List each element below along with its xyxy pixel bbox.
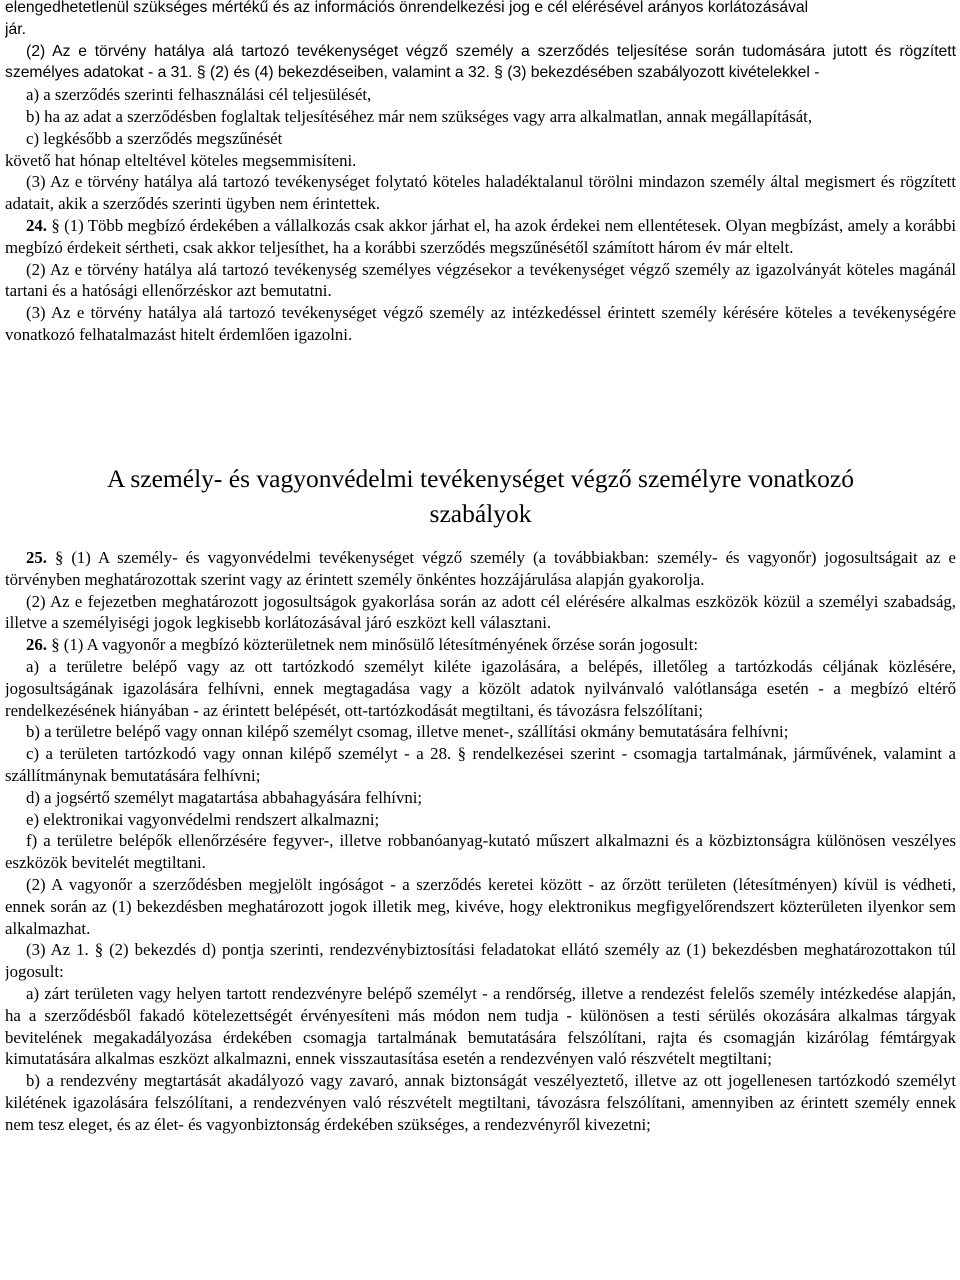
list-item: f) a területre belépők ellenőrzésére fegyver-, illetve robbanóanyag-kutató műszert alkalmazni és a közbiztonságra különösen veszélyes eszközök bevitelét megtiltani. — [5, 831, 956, 873]
list-item: a) a szerződés szerinti felhasználási cél teljesülését, — [26, 85, 372, 105]
chapter-heading — [5, 461, 956, 531]
paragraph-closing: követő hat hónap elteltével köteles megsemmisíteni. — [5, 150, 357, 170]
section-number: 26. — [26, 635, 47, 655]
chapter-heading-line-2: szabályok — [429, 499, 532, 528]
list-item: e) elektronikai vagyonvédelmi rendszert alkalmazni; — [26, 809, 380, 829]
document-top-block — [5, 0, 956, 346]
list-item: a) zárt területen vagy helyen tartott rendezvényre belépő személyt - a rendőrség, illetve a rendezést felelős személy intézkedése alapján, ha a szerződésből fakadó kötelezettségét érvényesíteni más módon nem tudja - különösen a testi sérülés okozására alkalmas tárgyak bevitelének megakadályozása érdekében csomagja tartalmának bemutatására felszólítani, rajta és csomagján kizárólag fémtárgyak kimutatására alkalmas eszközt alkalmazni, ennek visszautasítása esetén a rendezvényen való részvételt megtiltani; — [5, 983, 956, 1069]
section-number: 25. — [26, 548, 47, 567]
list-item: b) ha az adat a szerződésben foglaltak teljesítéséhez már nem szükséges vagy arra alkalmatlan, annak megállapítását, — [26, 106, 813, 126]
section-26-1 — [5, 634, 956, 656]
section-24-3: (3) Az e törvény hatálya alá tartozó tevékenységet végző személy az intézkedéssel érintett személy kérésére köteles a tevékenységére vonatkozó felhatalmazást hitelt érdemlően igazolni. — [5, 303, 956, 344]
list-item: b) a területre belépő vagy onnan kilépő személyt csomag, illetve menet-, szállítási okmány bemutatására felhívni; — [26, 722, 789, 742]
fragment-line-1: elengedhetetlenül szükséges mértékű és az információs önrendelkezési jog e cél elérésével arányos korlátozásával — [5, 0, 809, 16]
fragment-line-2: jár. — [5, 20, 26, 38]
section-25-1 — [5, 547, 956, 591]
section-text: § (1) A vagyonőr a megbízó közterületnek nem minősülő létesítményének őrzése során jogosult: — [51, 635, 699, 655]
section-24-1 — [5, 215, 956, 259]
document-lower-block — [5, 547, 956, 1136]
section-26-2: (2) A vagyonőr a szerződésben megjelölt ingóságot - a szerződés keretei között - az őrzött területen (létesítményen) kívül is védheti, ennek során az (1) bekezdésben meghatározott jogok illetik meg, kivéve, hogy elektronikus megfigyelőrendszert közterületen ilyenkor sem alkalmazhat. — [5, 874, 956, 938]
list-item: d) a jogsértő személyt magatartása abbahagyására felhívni; — [26, 787, 423, 807]
section-number: 24. — [26, 215, 47, 235]
chapter-heading-line-1: A személy- és vagyonvédelmi tevékenységet végző személyre vonatkozó — [106, 464, 855, 493]
section-25-2: (2) Az e fejezetben meghatározott jogosultságok gyakorlása során az adott cél elérésére alkalmas eszközök közül a személyi szabadság, illetve a személyiségi jogok legkisebb korlátozásával járó eszközt kell választani. — [5, 591, 956, 633]
document-page — [5, 0, 956, 1280]
paragraph-23-3: (3) Az e törvény hatálya alá tartozó tevékenységet folytató köteles haladéktalanul törölni mindazon személy által megismert és rögzített adatait, akik a szerződés szerinti ügyben nem érintettek. — [5, 172, 956, 214]
list-item: c) a területen tartózkodó vagy onnan kilépő személyt - a 28. § rendelkezései szerint - csomagja tartalmának, járművének, valamint a szállítmánynak bemutatására felhívni; — [5, 744, 956, 785]
section-26-3: (3) Az 1. § (2) bekezdés d) pontja szerinti, rendezvénybiztosítási feladatokat ellátó személy az (1) bekezdésben meghatározottakon túl jogosult: — [5, 940, 956, 982]
list-item: b) a rendezvény megtartását akadályozó vagy zavaró, annak biztonságát veszélyeztető, illetve az ott jogellenesen tartózkodó személyt kilétének igazolására felszólítani, a rendezvényen való részvételt megtiltani, távozásra felszólítani, amennyiben az érintett személy ennek nem tesz eleget, és az élet- és vagyonbiztonság érdekében szükséges, a rendezvényről kivezetni; — [5, 1071, 956, 1134]
section-text: § (1) Több megbízó érdekében a vállalkozás csak akkor járhat el, ha azok érdekei nem ellentétesek. Olyan megbízást, amely a korábbi megbízó érdekeit sértheti, csak akkor teljesíthet, ha a korábbi szerződés megszűnésétől számított három év már eltelt. — [5, 215, 956, 257]
section-24-2: (2) Az e törvény hatálya alá tartozó tevékenység személyes végzésekor a tevékenységet végző személy az igazolványát köteles magánál tartani és a hatósági ellenőrzéskor azt bemutatni. — [5, 259, 956, 301]
list-item: c) legkésőbb a szerződés megszűnését — [26, 128, 283, 148]
list-item: a) a területre belépő vagy az ott tartózkodó személyt kilétе igazolására, a belépés, illetőleg a tartózkodás céljának közlésére, jogosultságának igazolására felhívni, ennek megtagadása vagy a közölt adatok nyilvánvaló valótlansága esetén - a megbízó eltérő rendelkezésének hiányában - az érintett belépését, ott-tartózkodását megtiltani, és távozásra felszólítani; — [5, 656, 956, 720]
paragraph-23-2: (2) Az e törvény hatálya alá tartozó tevékenységet végző személy a szerződés teljesítése során tudomására jutott és rögzített személyes adatokat - a 31. § (2) és (4) bekezdéseiben, valamint a 32. § (3) bekezdésében szabályozott kivételekkel - — [5, 42, 956, 82]
section-text: § (1) A személy- és vagyonvédelmi tevékenységet végző személy (a továbbiakban: személy- és vagyonőr) jogosultságait az e törvényben meghatározottak szerint vagy az érintett személy önkéntes hozzájárulása alapján gyakorolja. — [5, 548, 956, 589]
